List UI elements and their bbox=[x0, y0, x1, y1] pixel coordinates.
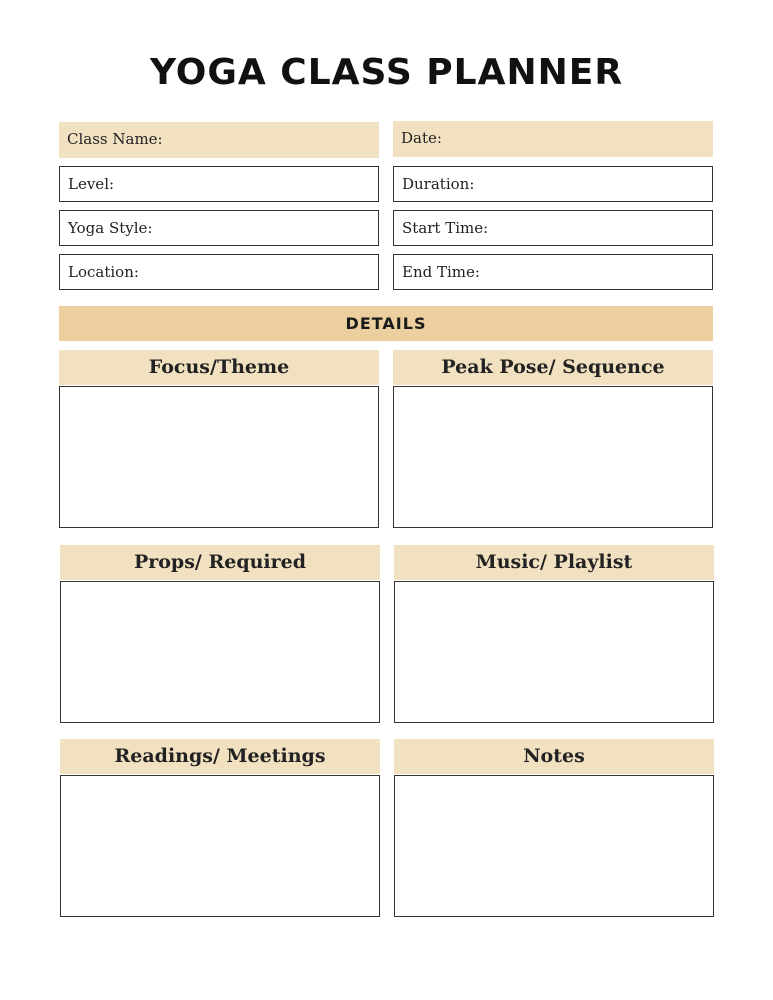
page-title: YOGA CLASS PLANNER bbox=[149, 52, 624, 93]
duration-field[interactable]: Duration: bbox=[393, 166, 713, 202]
level-field[interactable]: Level: bbox=[59, 166, 379, 202]
music-box[interactable] bbox=[394, 581, 714, 723]
music-heading: Music/ Playlist bbox=[394, 545, 714, 580]
peak-pose-heading: Peak Pose/ Sequence bbox=[393, 350, 713, 385]
peak-pose-box[interactable] bbox=[393, 386, 713, 528]
props-box[interactable] bbox=[60, 581, 380, 723]
location-field[interactable]: Location: bbox=[59, 254, 379, 290]
notes-box[interactable] bbox=[394, 775, 714, 917]
props-heading: Props/ Required bbox=[60, 545, 380, 580]
class-name-field[interactable]: Class Name: bbox=[59, 122, 379, 158]
focus-theme-heading: Focus/Theme bbox=[59, 350, 379, 385]
focus-theme-box[interactable] bbox=[59, 386, 379, 528]
date-field[interactable]: Date: bbox=[393, 121, 713, 157]
readings-heading: Readings/ Meetings bbox=[60, 739, 380, 774]
notes-heading: Notes bbox=[394, 739, 714, 774]
start-time-field[interactable]: Start Time: bbox=[393, 210, 713, 246]
yoga-style-field[interactable]: Yoga Style: bbox=[59, 210, 379, 246]
end-time-field[interactable]: End Time: bbox=[393, 254, 713, 290]
details-banner: DETAILS bbox=[59, 306, 713, 341]
readings-box[interactable] bbox=[60, 775, 380, 917]
